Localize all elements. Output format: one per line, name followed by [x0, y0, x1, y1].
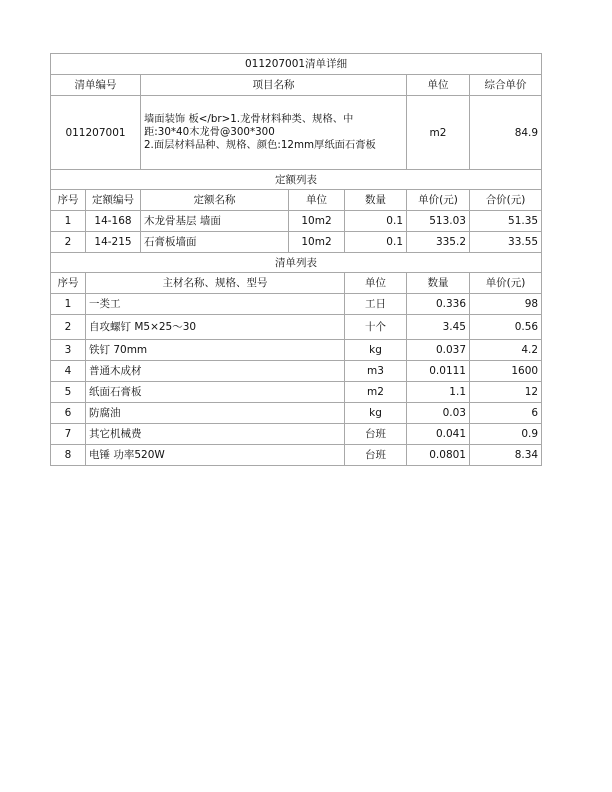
quota-unit: 10m2: [289, 232, 345, 253]
material-header-qty: 数量: [407, 273, 470, 294]
material-qty: 0.0801: [407, 445, 470, 466]
material-no: 5: [51, 382, 86, 403]
material-price: 12: [470, 382, 542, 403]
material-name: 一类工: [86, 294, 345, 315]
material-unit: 台班: [345, 424, 407, 445]
material-name: 电锤 功率520W: [86, 445, 345, 466]
table-row: [51, 315, 542, 340]
material-no: 2: [51, 315, 86, 340]
bill-price-header: 综合单价: [470, 75, 542, 96]
quota-name: 木龙骨基层 墙面: [141, 211, 289, 232]
material-qty: 0.037: [407, 340, 470, 361]
material-no: 8: [51, 445, 86, 466]
material-price: 4.2: [470, 340, 542, 361]
bill-code: 011207001: [51, 96, 141, 170]
quota-total: 51.35: [470, 211, 542, 232]
material-price: 6: [470, 403, 542, 424]
quota-header-name: 定额名称: [141, 190, 289, 211]
material-unit: 台班: [345, 445, 407, 466]
quota-price: 335.2: [407, 232, 470, 253]
quota-section-title: 定额列表: [51, 170, 542, 190]
material-qty: 0.03: [407, 403, 470, 424]
material-price: 8.34: [470, 445, 542, 466]
quota-no: 1: [51, 211, 86, 232]
quota-qty: 0.1: [345, 232, 407, 253]
bill-desc-line-3: 2.面层材料品种、规格、颜色:12mm厚纸面石膏板: [144, 139, 376, 151]
material-header-unit: 单位: [345, 273, 407, 294]
material-qty: 1.1: [407, 382, 470, 403]
material-qty: 0.041: [407, 424, 470, 445]
material-name: 防腐油: [86, 403, 345, 424]
quota-header-price: 单价(元): [407, 190, 470, 211]
material-unit: kg: [345, 340, 407, 361]
quota-price: 513.03: [407, 211, 470, 232]
bill-price: 84.9: [470, 96, 542, 170]
material-header-price: 单价(元): [470, 273, 542, 294]
quota-code: 14-168: [86, 211, 141, 232]
material-no: 6: [51, 403, 86, 424]
quota-header-total: 合价(元): [470, 190, 542, 211]
material-qty: 3.45: [407, 315, 470, 340]
material-name: 铁钉 70mm: [86, 340, 345, 361]
material-unit: kg: [345, 403, 407, 424]
table-row: [51, 382, 542, 403]
table-row: [51, 403, 542, 424]
material-no: 7: [51, 424, 86, 445]
material-qty: 0.336: [407, 294, 470, 315]
table-row: [51, 340, 542, 361]
quota-header-no: 序号: [51, 190, 86, 211]
material-name: 纸面石膏板: [86, 382, 345, 403]
table-row: [51, 445, 542, 466]
bill-unit-header: 单位: [407, 75, 470, 96]
sheet-title: 011207001清单详细: [51, 54, 542, 75]
material-no: 3: [51, 340, 86, 361]
table-row: [51, 424, 542, 445]
material-name: 自攻螺钉 M5×25～30: [86, 315, 345, 340]
material-unit: m2: [345, 382, 407, 403]
bill-detail-table: [50, 53, 542, 466]
bill-desc-line-1: 墙面装饰 板</br>1.龙骨材料种类、规格、中: [144, 113, 354, 125]
quota-header-code: 定额编号: [86, 190, 141, 211]
quota-name: 石膏板墙面: [141, 232, 289, 253]
table-row: [51, 294, 542, 315]
table-row: [51, 232, 542, 253]
material-unit: 十个: [345, 315, 407, 340]
quota-qty: 0.1: [345, 211, 407, 232]
bill-desc-line-2: 距:30*40木龙骨@300*300: [144, 126, 275, 138]
material-no: 4: [51, 361, 86, 382]
quota-unit: 10m2: [289, 211, 345, 232]
material-price: 98: [470, 294, 542, 315]
bill-unit: m2: [407, 96, 470, 170]
material-section-title: 清单列表: [51, 253, 542, 273]
material-qty: 0.0111: [407, 361, 470, 382]
bill-description: [141, 96, 407, 170]
material-unit: m3: [345, 361, 407, 382]
material-price: 0.9: [470, 424, 542, 445]
quota-header-unit: 单位: [289, 190, 345, 211]
material-unit: 工日: [345, 294, 407, 315]
table-row: [51, 361, 542, 382]
quota-code: 14-215: [86, 232, 141, 253]
quota-no: 2: [51, 232, 86, 253]
material-header-name: 主材名称、规格、型号: [86, 273, 345, 294]
material-price: 1600: [470, 361, 542, 382]
table-row: [51, 211, 542, 232]
material-price: 0.56: [470, 315, 542, 340]
bill-name-header: 项目名称: [141, 75, 407, 96]
quota-header-qty: 数量: [345, 190, 407, 211]
quota-total: 33.55: [470, 232, 542, 253]
material-header-no: 序号: [51, 273, 86, 294]
bill-code-header: 清单编号: [51, 75, 141, 96]
material-name: 其它机械费: [86, 424, 345, 445]
material-name: 普通木成材: [86, 361, 345, 382]
material-no: 1: [51, 294, 86, 315]
